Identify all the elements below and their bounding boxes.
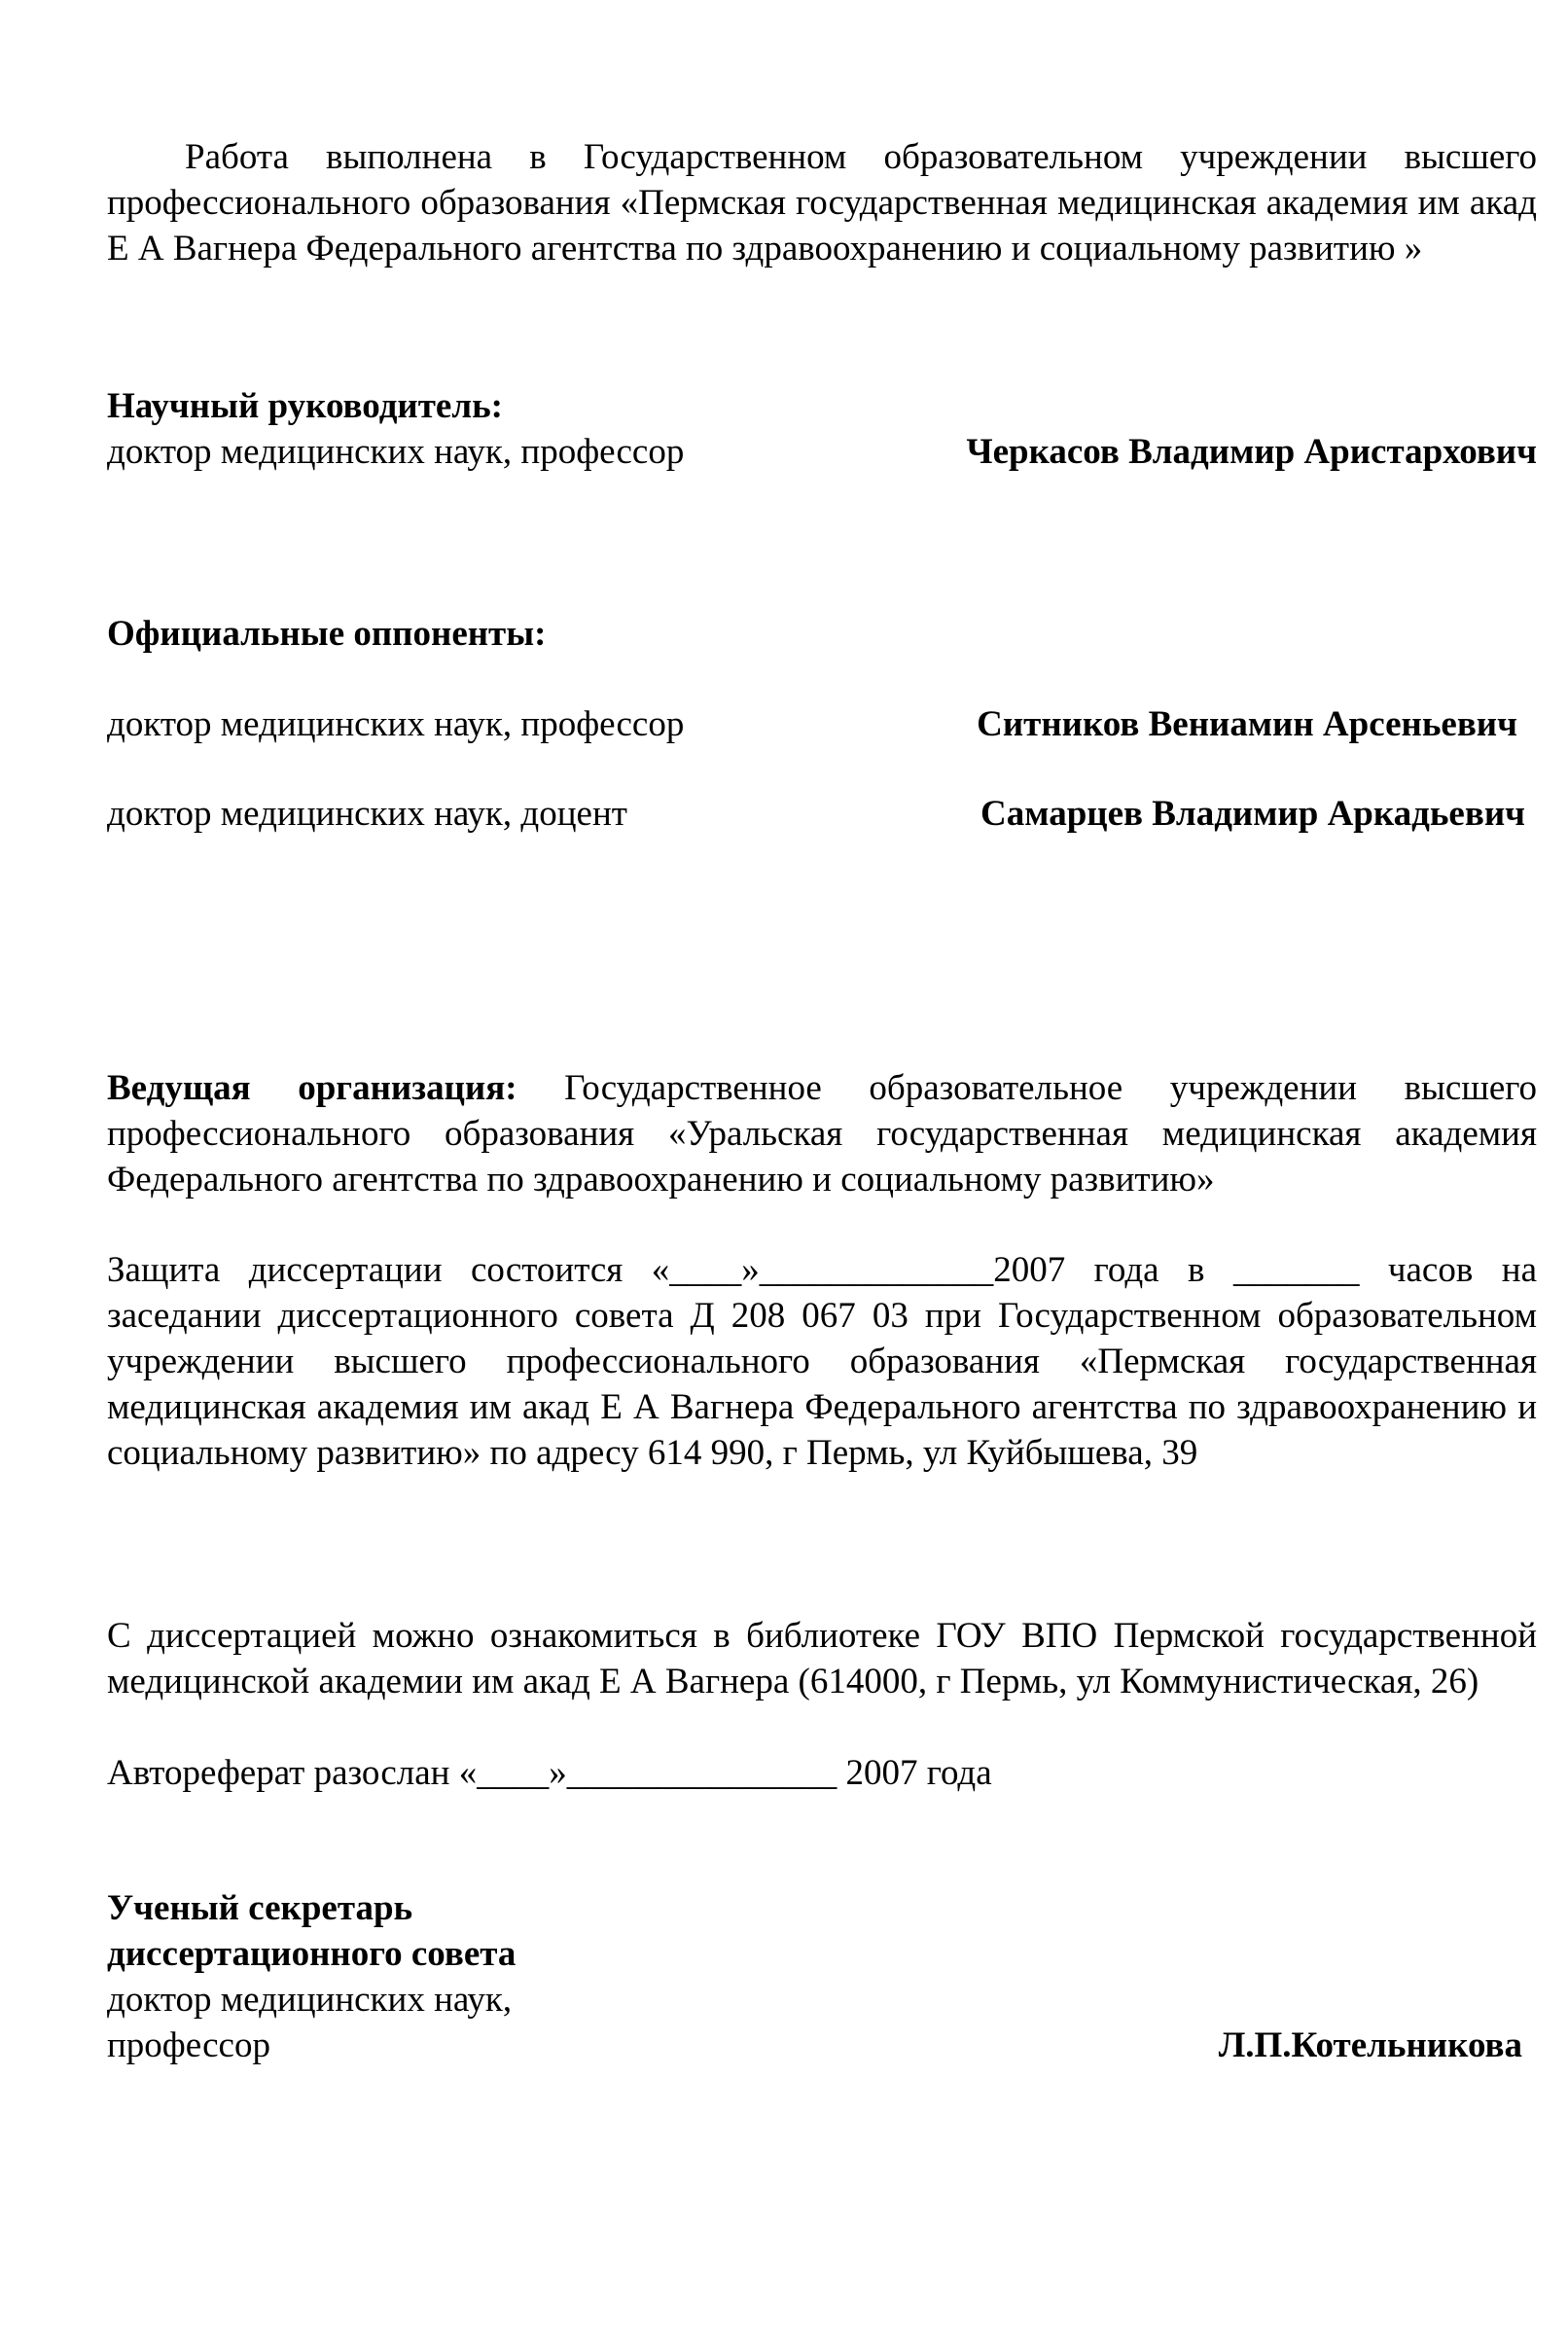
intro-paragraph: Работа выполнена в Государственном образовательном учреждении высшего профессионального образования «Пермская государственная медицинская академия им акад Е А Вагнера Федерального агентства по здравоохранению и социальному развитию » [107, 137, 1537, 269]
opponent-row [107, 791, 1537, 837]
leading-org-text: Государственное образовательное учреждении высшего профессионального образования «Уральская государственная медицинская академия Федерального агентства по здравоохранению и социальному развитию» [107, 1068, 1537, 1200]
opponent-title: доктор медицинских наук, профессор [107, 704, 685, 744]
leading-org-label: Ведущая организация: [107, 1068, 517, 1108]
supervisor-heading: Научный руководитель: [107, 386, 503, 426]
defense-paragraph: Защита диссертации состоится «____»_____________2007 года в _______ часов на заседании диссертационного совета Д 208 067 03 при Государственном образовательном учреждении высшего профессионального образования «Пермская государственная медицинская академия им акад Е А Вагнера Федерального агентства по здравоохранению и социальному развитию» по адресу 614 990, г Пермь, ул Куйбышева, 39 [107, 1250, 1537, 1473]
opponent-name: Ситников Вениамин Арсеньевич [977, 704, 1517, 744]
supervisor-row [107, 429, 1537, 475]
library-paragraph: С диссертацией можно ознакомиться в библиотеке ГОУ ВПО Пермской государственной медицинской академии им акад Е А Вагнера (614000, г Пермь, ул Коммунистическая, 26) [107, 1616, 1537, 1701]
opponent-name: Самарцев Владимир Аркадьевич [980, 794, 1525, 834]
opponent-title: доктор медицинских наук, доцент [107, 794, 627, 834]
secretary-name: Л.П.Котельникова [1218, 2025, 1522, 2065]
opponent-row [107, 701, 1537, 747]
abstract-sent-line: Автореферат разослан «____»_______________ 2007 года [107, 1753, 992, 1793]
leading-org-paragraph [107, 1065, 1537, 1202]
secretary-line: диссертационного совета [107, 1934, 517, 1974]
secretary-line: Ученый секретарь [107, 1888, 413, 1928]
supervisor-name: Черкасов Владимир Аристархович [966, 432, 1537, 472]
secretary-line: доктор медицинских наук, [107, 1980, 513, 2020]
opponents-heading: Официальные оппоненты: [107, 614, 547, 654]
supervisor-title: доктор медицинских наук, профессор [107, 432, 685, 472]
secretary-block [107, 1885, 1537, 2068]
secretary-line: профессор [107, 2025, 270, 2065]
